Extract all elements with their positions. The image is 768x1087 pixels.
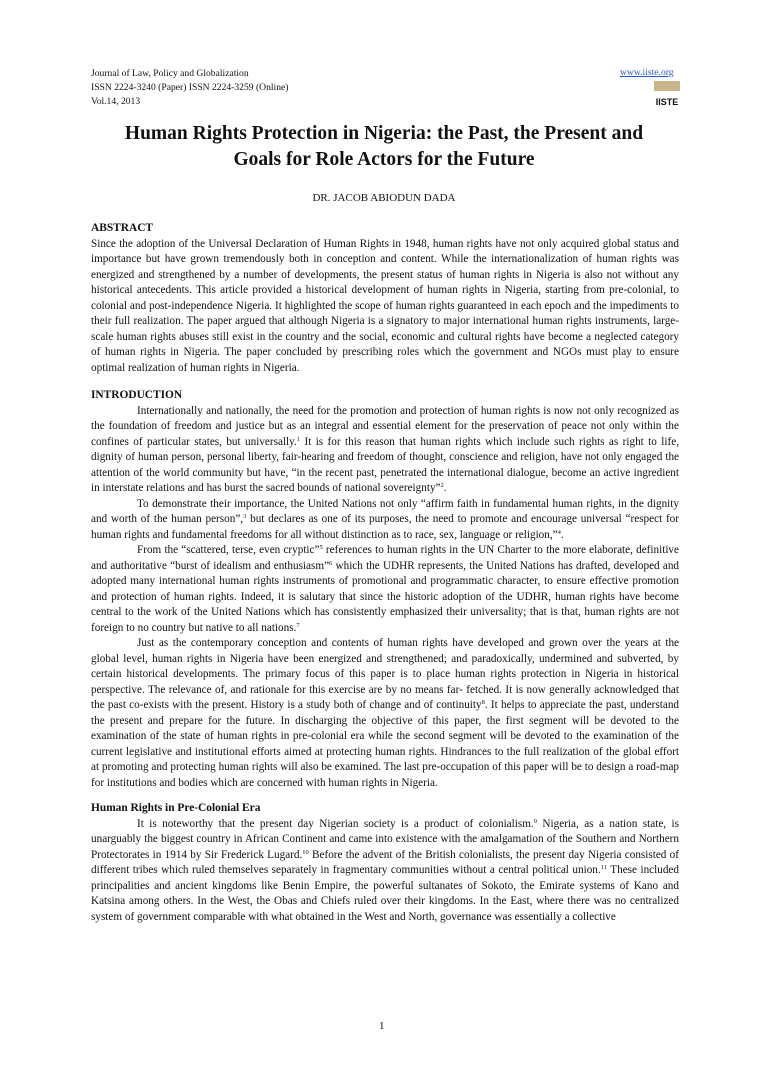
footnote-ref[interactable]: 9 [533,817,537,825]
title-line-2: Goals for Role Actors for the Future [233,149,535,170]
abstract-heading: ABSTRACT [91,222,154,234]
footnote-ref[interactable]: 4 [557,528,561,536]
precolonial-heading: Human Rights in Pre-Colonial Era [91,802,261,814]
abstract-text: Since the adoption of the Universal Declaration of Human Rights in 1948, human rights have not only acquired global status and importance but have grown tremendously both in conception and content. While the internationalization of human rights was energized and strengthened by a number of developments, the present status of human rights in Nigeria is also not without any historical antecedents. This article provided a historical development of human rights in Nigeria, starting from pre-colonial, to colonial and post-independence Nigeria. It highlighted the scope of human rights guaranteed in each epoch and the impediments to their full realization. The paper argued that although Nigeria is a signatory to major international human rights instruments, large-scale human rights abuses still exist in the country and the social, economic and cultural rights have become a neglected category of human rights in Nigeria. The paper concluded by prescribing roles which the government and NGOs must play to ensure optimal realization of human rights in Nigeria. [91,237,679,374]
journal-url-link[interactable]: www.iiste.org [620,67,674,78]
precolonial-paragraph-1: It is noteworthy that the present day Nigerian society is a product of colonialism.$^9$ Nigeria, as a nation state, is unarguably the biggest country in African Continent and came into existence with the amalgamation of the Southern and Northern Protectorates in 1914 by Sir Frederick Lugard.$^{10}$ Before the advent of the British colonialists, the present day Nigeria consisted of different tribes which ruled themselves separately in fragmentary communities without a central political union.$^{11}$ These included principalities and ancient kingdoms like Benin Empire, the powerful sultanates of Sokoto, the Emirate systems of Kano and Katsina among others. In the West, the Obas and Chiefs ruled over their kingdoms. In the East, where there was no centralized system of government comparable with what obtained in the West and North, governance was essentially a collective [91,817,679,923]
footnote-ref[interactable]: 10 [302,848,309,856]
journal-volume: Vol.14, 2013 [91,96,141,107]
paper-title [91,121,677,173]
paper-body [91,221,679,925]
footnote-ref[interactable]: 3 [243,513,247,520]
title-line-1: Human Rights Protection in Nigeria: the Past, the Present and [124,123,644,144]
journal-issn: ISSN 2224-3240 (Paper) ISSN 2224-3259 (Online) [91,82,289,93]
footnote-ref[interactable]: 11 [600,864,607,871]
iiste-logo [652,80,682,110]
intro-paragraph-3: From the “scattered, terse, even cryptic”$^5$ references to human rights in the UN Charter to the more elaborate, definitive and authoritative “burst of idealism and enthusiasm”$^6$ which the UDHR represents, the United Nations has drafted, developed and adopted many international human rights instruments of promotional and programmatic character, to ensure effective promotion and protection of human rights. Indeed, it is salutary that since the historic adoption of the UDHR, human rights have become central to the work of the United Nations which has consistently emphasized their universality; that is that, human rights are not foreign to no country but native to all nations.$^7$ [91,544,680,634]
footnote-ref[interactable]: 2 [440,482,444,489]
introduction-heading: INTRODUCTION [91,389,183,401]
page-number: 1 [379,1020,385,1032]
footnote-ref[interactable]: 5 [319,544,323,551]
footnote-ref[interactable]: 1 [296,435,301,443]
footnote-ref[interactable]: 8 [481,699,485,706]
logo-text: IISTE [655,97,679,107]
journal-name: Journal of Law, Policy and Globalization [91,68,249,79]
footnote-ref[interactable]: 7 [296,621,300,629]
intro-paragraph-1: Internationally and nationally, the need for the promotion and protection of human rights is now not only recognized as the foundation of freedom and justice but as an integral and essential element for the preservation of peace not only within the confines of particular states, but universally.$^1$ It is for this reason that human rights which include such rights as right to life, dignity of human person, personal liberty, fair-hearing and freedom of thought, conscience and religion, have not only engaged the attention of the world community but have, “in the recent past, penetrated the international dialogue, become an active ingredient in interstate relations and has burst the sacred bounds of national sovereignty”$^2$. [91,404,679,494]
intro-paragraph-4: Just as the contemporary conception and contents of human rights have developed and grown over the years at the global level, human rights in Nigeria have been energized and strengthened; and paradoxically, undermined and subverted, by certain historical developments. The primary focus of this paper is to place human rights protection in Nigeria in historical perspective. The relevance of, and rationale for this exercise are by no means far- fetched. It is now generally acknowledged that the past co-exists with the present. History is a study both of change and of continuity$^8$. It helps to appreciate the past, understand the present and prepare for the future. In discharging the objective of this paper, the first segment will be devoted to the examination of the state of human rights in pre-colonial era while the second segment will be devoted to the examination of the current legislative and institutional efforts aimed at protecting human rights. Hindrances to the full realization of the global effort at promoting and protecting human rights will also be examined. The last pre-occupation of this paper will be to design a road-map for institutions and bodies which are concerned with human rights in Nigeria. [91,637,680,789]
author-name: DR. JACOB ABIODUN DADA [312,192,456,204]
footnote-ref[interactable]: 6 [329,559,333,567]
intro-paragraph-2: To demonstrate their importance, the United Nations not only “affirm faith in fundamental human rights, in the dignity and worth of the human person”,$^3$ but declares as one of its purposes, the need to promote and encourage universal “respect for human rights and fundamental freedoms for all without distinction as to race, sex, language or religion,”$^4$. [91,497,679,541]
